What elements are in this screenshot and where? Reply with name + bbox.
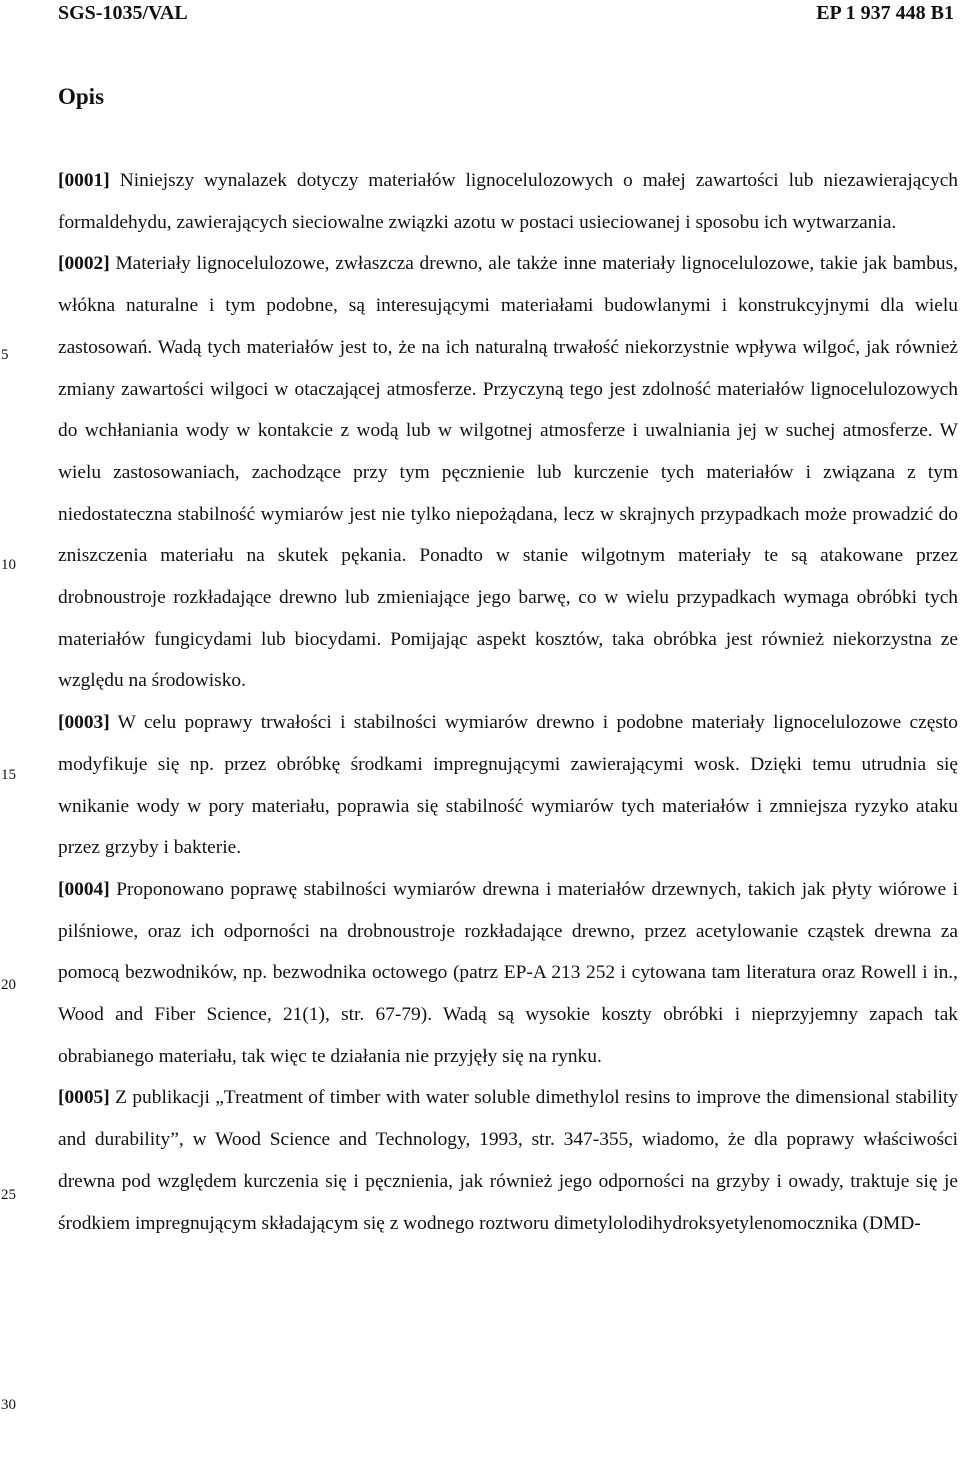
document-reference: SGS-1035/VAL (58, 2, 188, 24)
patent-number: EP 1 937 448 B1 (816, 2, 954, 24)
line-number: 25 (1, 1187, 16, 1203)
paragraph-number: [0005] (58, 1087, 110, 1109)
paragraph-number: [0002] (58, 253, 110, 275)
description-body (58, 160, 958, 1244)
paragraph-text: Proponowano poprawę stabilności wymiarów drewna i materiałów drzewnych, takich jak płyty wiórowe i pilśniowe, oraz ich odporności na drobnoustroje rozkładające drewno, przez acetylowanie cząstek drewna za pomocą bezwodników, np. bezwodnika octowego (patrz EP-A 213 252 i cytowana tam literatura oraz Rowell i in., Wood and Fiber Science, 21(1), str. 67-79). Wadą są wysokie koszty obróbki i nieprzyjemny zapach tak obrabianego materiału, tak więc te działania nie przyjęły się na rynku. (58, 878, 958, 1067)
paragraph-text: Z publikacji „Treatment of timber with water soluble dimethylol resins to improve the dimensional stability and durability”, w Wood Science and Technology, 1993, str. 347-355, wiadomo, że dla poprawy właściwości drewna pod względem kurczenia się i pęcznienia, jak również jego odporności na grzyby i owady, traktuje się je środkiem impregnującym składającym się z wodnego roztworu dimetylolodihydroksyetylenomocznika (DMD- (58, 1087, 958, 1234)
line-number: 20 (1, 977, 16, 993)
line-number: 5 (1, 347, 9, 363)
paragraph-number: [0003] (58, 712, 110, 734)
paragraph-number: [0004] (58, 878, 110, 900)
page-header (58, 2, 954, 30)
line-number: 15 (1, 767, 16, 783)
paragraph-number: [0001] (58, 170, 110, 191)
paragraph-0001 (58, 160, 958, 243)
paragraph-0003 (58, 702, 958, 869)
paragraph-text: W celu poprawy trwałości i stabilności wymiarów drewno i podobne materiały lignocelulozowe często modyfikuje się np. przez obróbkę środkami impregnującymi zawierającymi wosk. Dzięki temu utrudnia się wnikanie wody w pory materiału, poprawia się stabilność wymiarów tych materiałów i zmniejsza ryzyko ataku przez grzyby i bakterie. (58, 712, 958, 859)
paragraph-text: Materiały lignocelulozowe, zwłaszcza drewno, ale także inne materiały lignocelulozowe, takie jak bambus, włókna naturalne i tym podobne, są interesującymi materiałami budowlanymi i konstrukcyjnymi dla wielu zastosowań. Wadą tych materiałów jest to, że na ich naturalną trwałość niekorzystnie wpływa wilgoć, jak również zmiany zawartości wilgoci w otaczającej atmosferze. Przyczyną tego jest zdolność materiałów lignocelulozowych do wchłaniania wody w kontakcie z wodą lub w wilgotnej atmosferze i uwalniania jej w suchej atmosferze. W wielu zastosowaniach, zachodzące przy tym pęcznienie lub kurczenie tych materiałów i związana z tym niedostateczna stabilność wymiarów jest nie tylko niepożądana, lecz w skrajnych przypadkach może prowadzić do zniszczenia materiału na skutek pękania. Ponadto w stanie wilgotnym materiały te są atakowane przez drobnoustroje rozkładające drewno lub zmieniające jego barwę, co w wielu przypadkach wymaga obróbki tych materiałów fungicydami lub biocydami. Pomijając aspekt kosztów, taka obróbka jest również niekorzystna ze względu na środowisko. (58, 253, 958, 692)
line-number: 30 (1, 1397, 16, 1413)
paragraph-text: Niniejszy wynalazek dotyczy materiałów lignocelulozowych o małej zawartości lub niezawierających formaldehydu, zawierających sieciowalne związki azotu w postaci usieciowanej i sposobu ich wytwarzania. (58, 170, 958, 233)
section-title: Opis (58, 84, 105, 109)
line-number: 10 (1, 557, 16, 573)
paragraph-0005 (58, 1077, 958, 1244)
paragraph-0004 (58, 869, 958, 1078)
paragraph-0002 (58, 243, 958, 702)
